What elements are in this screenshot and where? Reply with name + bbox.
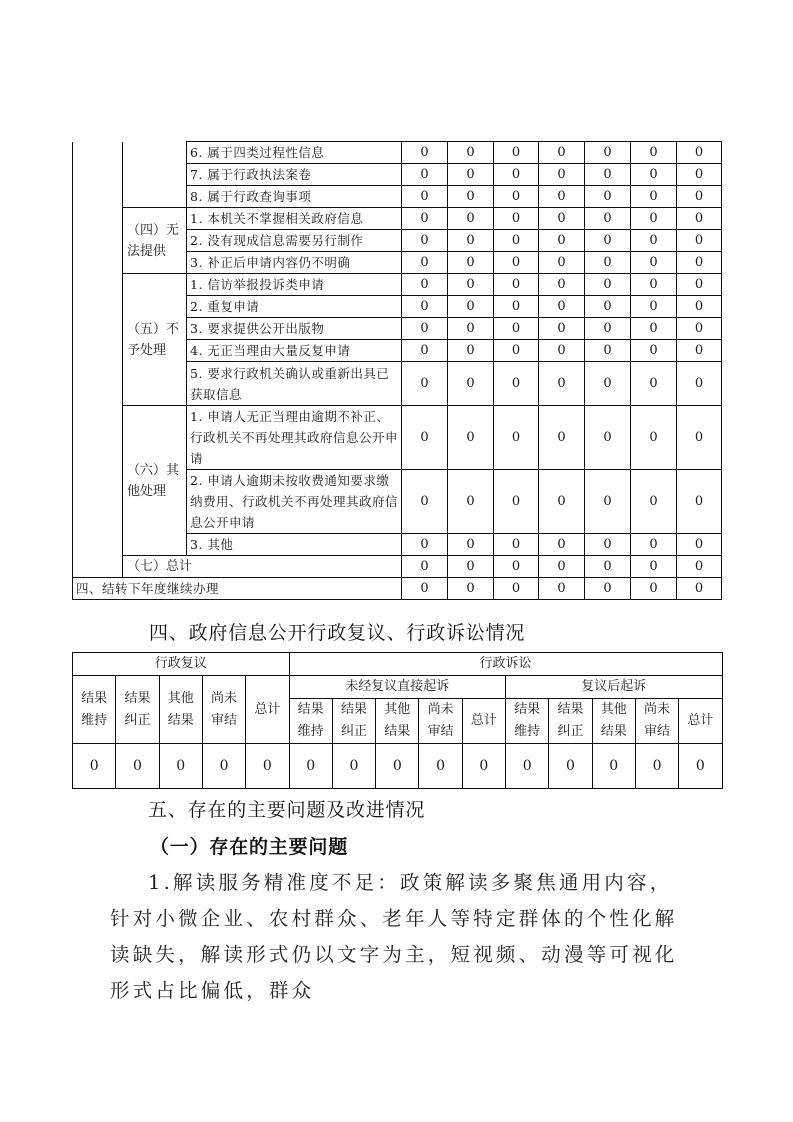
value-cell: 0 [402,142,448,164]
review-value-cell: 0 [246,744,289,789]
value-cell: 0 [677,406,722,470]
value-cell: 0 [448,578,494,600]
value-cell: 0 [677,252,722,274]
item-label: 8. 属于行政查询事项 [187,186,402,208]
value-cell: 0 [539,556,585,578]
value-cell: 0 [585,406,631,470]
value-cell: 0 [585,142,631,164]
value-cell: 0 [494,208,539,230]
item-label: 4. 无正当理由大量反复申请 [187,340,402,362]
direct-column-header: 尚未审结 [419,699,462,744]
value-cell: 0 [677,208,722,230]
litigation-header: 行政诉讼 [289,653,722,676]
review-column-header: 尚未审结 [202,676,245,744]
value-cell: 0 [539,406,585,470]
value-cell: 0 [677,318,722,340]
value-cell: 0 [585,534,631,556]
table-row [73,274,722,296]
value-cell: 0 [448,340,494,362]
after-review-column-header: 总计 [679,699,722,744]
value-cell: 0 [448,470,494,534]
value-cell: 0 [448,208,494,230]
outer-category-cell [73,142,123,578]
value-cell: 0 [585,578,631,600]
value-cell: 0 [539,142,585,164]
value-cell: 0 [631,534,677,556]
value-cell: 0 [448,252,494,274]
value-cell: 0 [631,208,677,230]
value-cell: 0 [677,142,722,164]
value-cell: 0 [677,578,722,600]
value-cell: 0 [585,252,631,274]
item-label: 1. 申请人无正当理由逾期不补正、行政机关不再处理其政府信息公开申请 [187,406,402,470]
value-cell: 0 [402,556,448,578]
value-cell: 0 [539,186,585,208]
value-cell: 0 [494,142,539,164]
total-label: （七）总计 [123,556,402,578]
application-handling-table [72,141,722,600]
value-cell: 0 [402,186,448,208]
after-review-value-cell: 0 [679,744,722,789]
table-row [73,142,722,164]
value-cell: 0 [539,362,585,406]
value-cell: 0 [539,230,585,252]
value-cell: 0 [448,186,494,208]
total-row [73,556,722,578]
direct-column-header: 其他结果 [376,699,419,744]
after-review-value-cell: 0 [592,744,635,789]
value-cell: 0 [494,362,539,406]
item-label: 7. 属于行政执法案卷 [187,164,402,186]
category-cell: （五）不予处理 [123,274,187,406]
category-cell: （六）其他处理 [123,406,187,556]
value-cell: 0 [402,362,448,406]
value-cell: 0 [631,142,677,164]
value-cell: 0 [494,230,539,252]
value-cell: 0 [402,230,448,252]
value-cell: 0 [631,578,677,600]
value-cell: 0 [402,274,448,296]
value-cell: 0 [631,274,677,296]
value-cell: 0 [585,340,631,362]
review-header: 行政复议 [73,653,290,676]
value-cell: 0 [402,470,448,534]
value-cell: 0 [677,186,722,208]
direct-column-header: 结果纠正 [332,699,375,744]
value-cell: 0 [539,164,585,186]
value-cell: 0 [402,578,448,600]
after-review-suit-header: 复议后起诉 [506,676,723,699]
item-label: 2. 没有现成信息需要另行制作 [187,230,402,252]
table-row [73,208,722,230]
value-cell: 0 [585,164,631,186]
value-cell: 0 [539,252,585,274]
value-cell: 0 [402,340,448,362]
value-cell: 0 [448,296,494,318]
review-column-header: 总计 [246,676,289,744]
review-value-cell: 0 [116,744,159,789]
value-cell: 0 [402,318,448,340]
category-cell [123,142,187,208]
value-cell: 0 [494,534,539,556]
value-cell: 0 [402,208,448,230]
direct-value-cell: 0 [462,744,505,789]
value-cell: 0 [631,230,677,252]
value-cell: 0 [585,362,631,406]
review-column-header: 其他结果 [159,676,202,744]
value-cell: 0 [448,534,494,556]
after-review-column-header: 尚未审结 [635,699,678,744]
value-cell: 0 [494,164,539,186]
value-cell: 0 [585,470,631,534]
value-cell: 0 [539,274,585,296]
item-label: 3. 补正后申请内容仍不明确 [187,252,402,274]
item-label: 5. 要求行政机关确认或重新出具已获取信息 [187,362,402,406]
value-cell: 0 [677,556,722,578]
value-cell: 0 [631,164,677,186]
value-cell: 0 [585,186,631,208]
value-cell: 0 [539,534,585,556]
value-cell: 0 [448,406,494,470]
value-cell: 0 [631,406,677,470]
value-cell: 0 [494,252,539,274]
category-cell: （四）无法提供 [123,208,187,274]
value-cell: 0 [494,556,539,578]
value-cell: 0 [494,186,539,208]
value-cell: 0 [494,470,539,534]
value-cell: 0 [402,406,448,470]
item-label: 2. 重复申请 [187,296,402,318]
value-cell: 0 [448,556,494,578]
carryover-row [73,578,722,600]
after-review-column-header: 其他结果 [592,699,635,744]
direct-column-header: 总计 [462,699,505,744]
value-cell: 0 [631,362,677,406]
value-cell: 0 [448,362,494,406]
value-cell: 0 [539,208,585,230]
value-cell: 0 [677,340,722,362]
value-cell: 0 [494,340,539,362]
after-review-value-cell: 0 [549,744,592,789]
value-cell: 0 [494,318,539,340]
subsection-heading: （一）存在的主要问题 [150,836,349,858]
value-cell: 0 [585,230,631,252]
item-label: 1. 信访举报投诉类申请 [187,274,402,296]
value-cell: 0 [677,164,722,186]
value-cell: 0 [677,274,722,296]
value-cell: 0 [631,318,677,340]
value-cell: 0 [677,296,722,318]
after-review-column-header: 结果维持 [506,699,549,744]
item-label: 3. 其他 [187,534,402,556]
value-cell: 0 [585,208,631,230]
value-cell: 0 [448,274,494,296]
value-cell: 0 [494,406,539,470]
value-cell: 0 [448,164,494,186]
value-cell: 0 [585,318,631,340]
value-cell: 0 [631,340,677,362]
item-label: 6. 属于四类过程性信息 [187,142,402,164]
after-review-column-header: 结果纠正 [549,699,592,744]
item-label: 3. 要求提供公开出版物 [187,318,402,340]
carryover-label: 四、结转下年度继续办理 [73,578,402,600]
value-cell: 0 [631,186,677,208]
value-cell: 0 [677,362,722,406]
section5-heading: 五、存在的主要问题及改进情况 [148,799,426,821]
value-cell: 0 [631,556,677,578]
review-value-cell: 0 [73,744,116,789]
after-review-value-cell: 0 [635,744,678,789]
value-cell: 0 [448,318,494,340]
review-column-header: 结果维持 [73,676,116,744]
direct-value-cell: 0 [376,744,419,789]
direct-column-header: 结果维持 [289,699,332,744]
section4-heading: 四、政府信息公开行政复议、行政诉讼情况 [149,622,526,644]
value-cell: 0 [631,296,677,318]
direct-value-cell: 0 [289,744,332,789]
value-cell: 0 [402,164,448,186]
value-cell: 0 [539,296,585,318]
review-value-cell: 0 [202,744,245,789]
value-cell: 0 [539,340,585,362]
direct-value-cell: 0 [419,744,462,789]
body-paragraph: 1.解读服务精准度不足：政策解读多聚焦通用内容，针对小微企业、农村群众、老年人等特定群体的个性化解读缺失，解读形式仍以文字为主，短视频、动漫等可视化形式占比偏低，群众 [110,871,678,1002]
value-cell: 0 [494,296,539,318]
review-litigation-table [72,652,723,789]
direct-value-cell: 0 [332,744,375,789]
after-review-value-cell: 0 [506,744,549,789]
review-column-header: 结果纠正 [116,676,159,744]
value-cell: 0 [539,318,585,340]
value-cell: 0 [402,296,448,318]
value-cell: 0 [677,470,722,534]
direct-suit-header: 未经复议直接起诉 [289,676,505,699]
value-cell: 0 [494,274,539,296]
value-cell: 0 [402,534,448,556]
value-cell: 0 [677,230,722,252]
value-cell: 0 [631,470,677,534]
review-value-cell: 0 [159,744,202,789]
item-label: 2. 申请人逾期未按收费通知要求缴纳费用、行政机关不再处理其政府信息公开申请 [187,470,402,534]
value-cell: 0 [448,142,494,164]
item-label: 1. 本机关不掌握相关政府信息 [187,208,402,230]
value-cell: 0 [539,578,585,600]
value-cell: 0 [585,296,631,318]
table-row [73,406,722,470]
value-cell: 0 [448,230,494,252]
value-cell: 0 [585,274,631,296]
value-cell: 0 [631,252,677,274]
value-cell: 0 [585,556,631,578]
value-cell: 0 [539,470,585,534]
value-cell: 0 [677,534,722,556]
value-cell: 0 [494,578,539,600]
value-cell: 0 [402,252,448,274]
